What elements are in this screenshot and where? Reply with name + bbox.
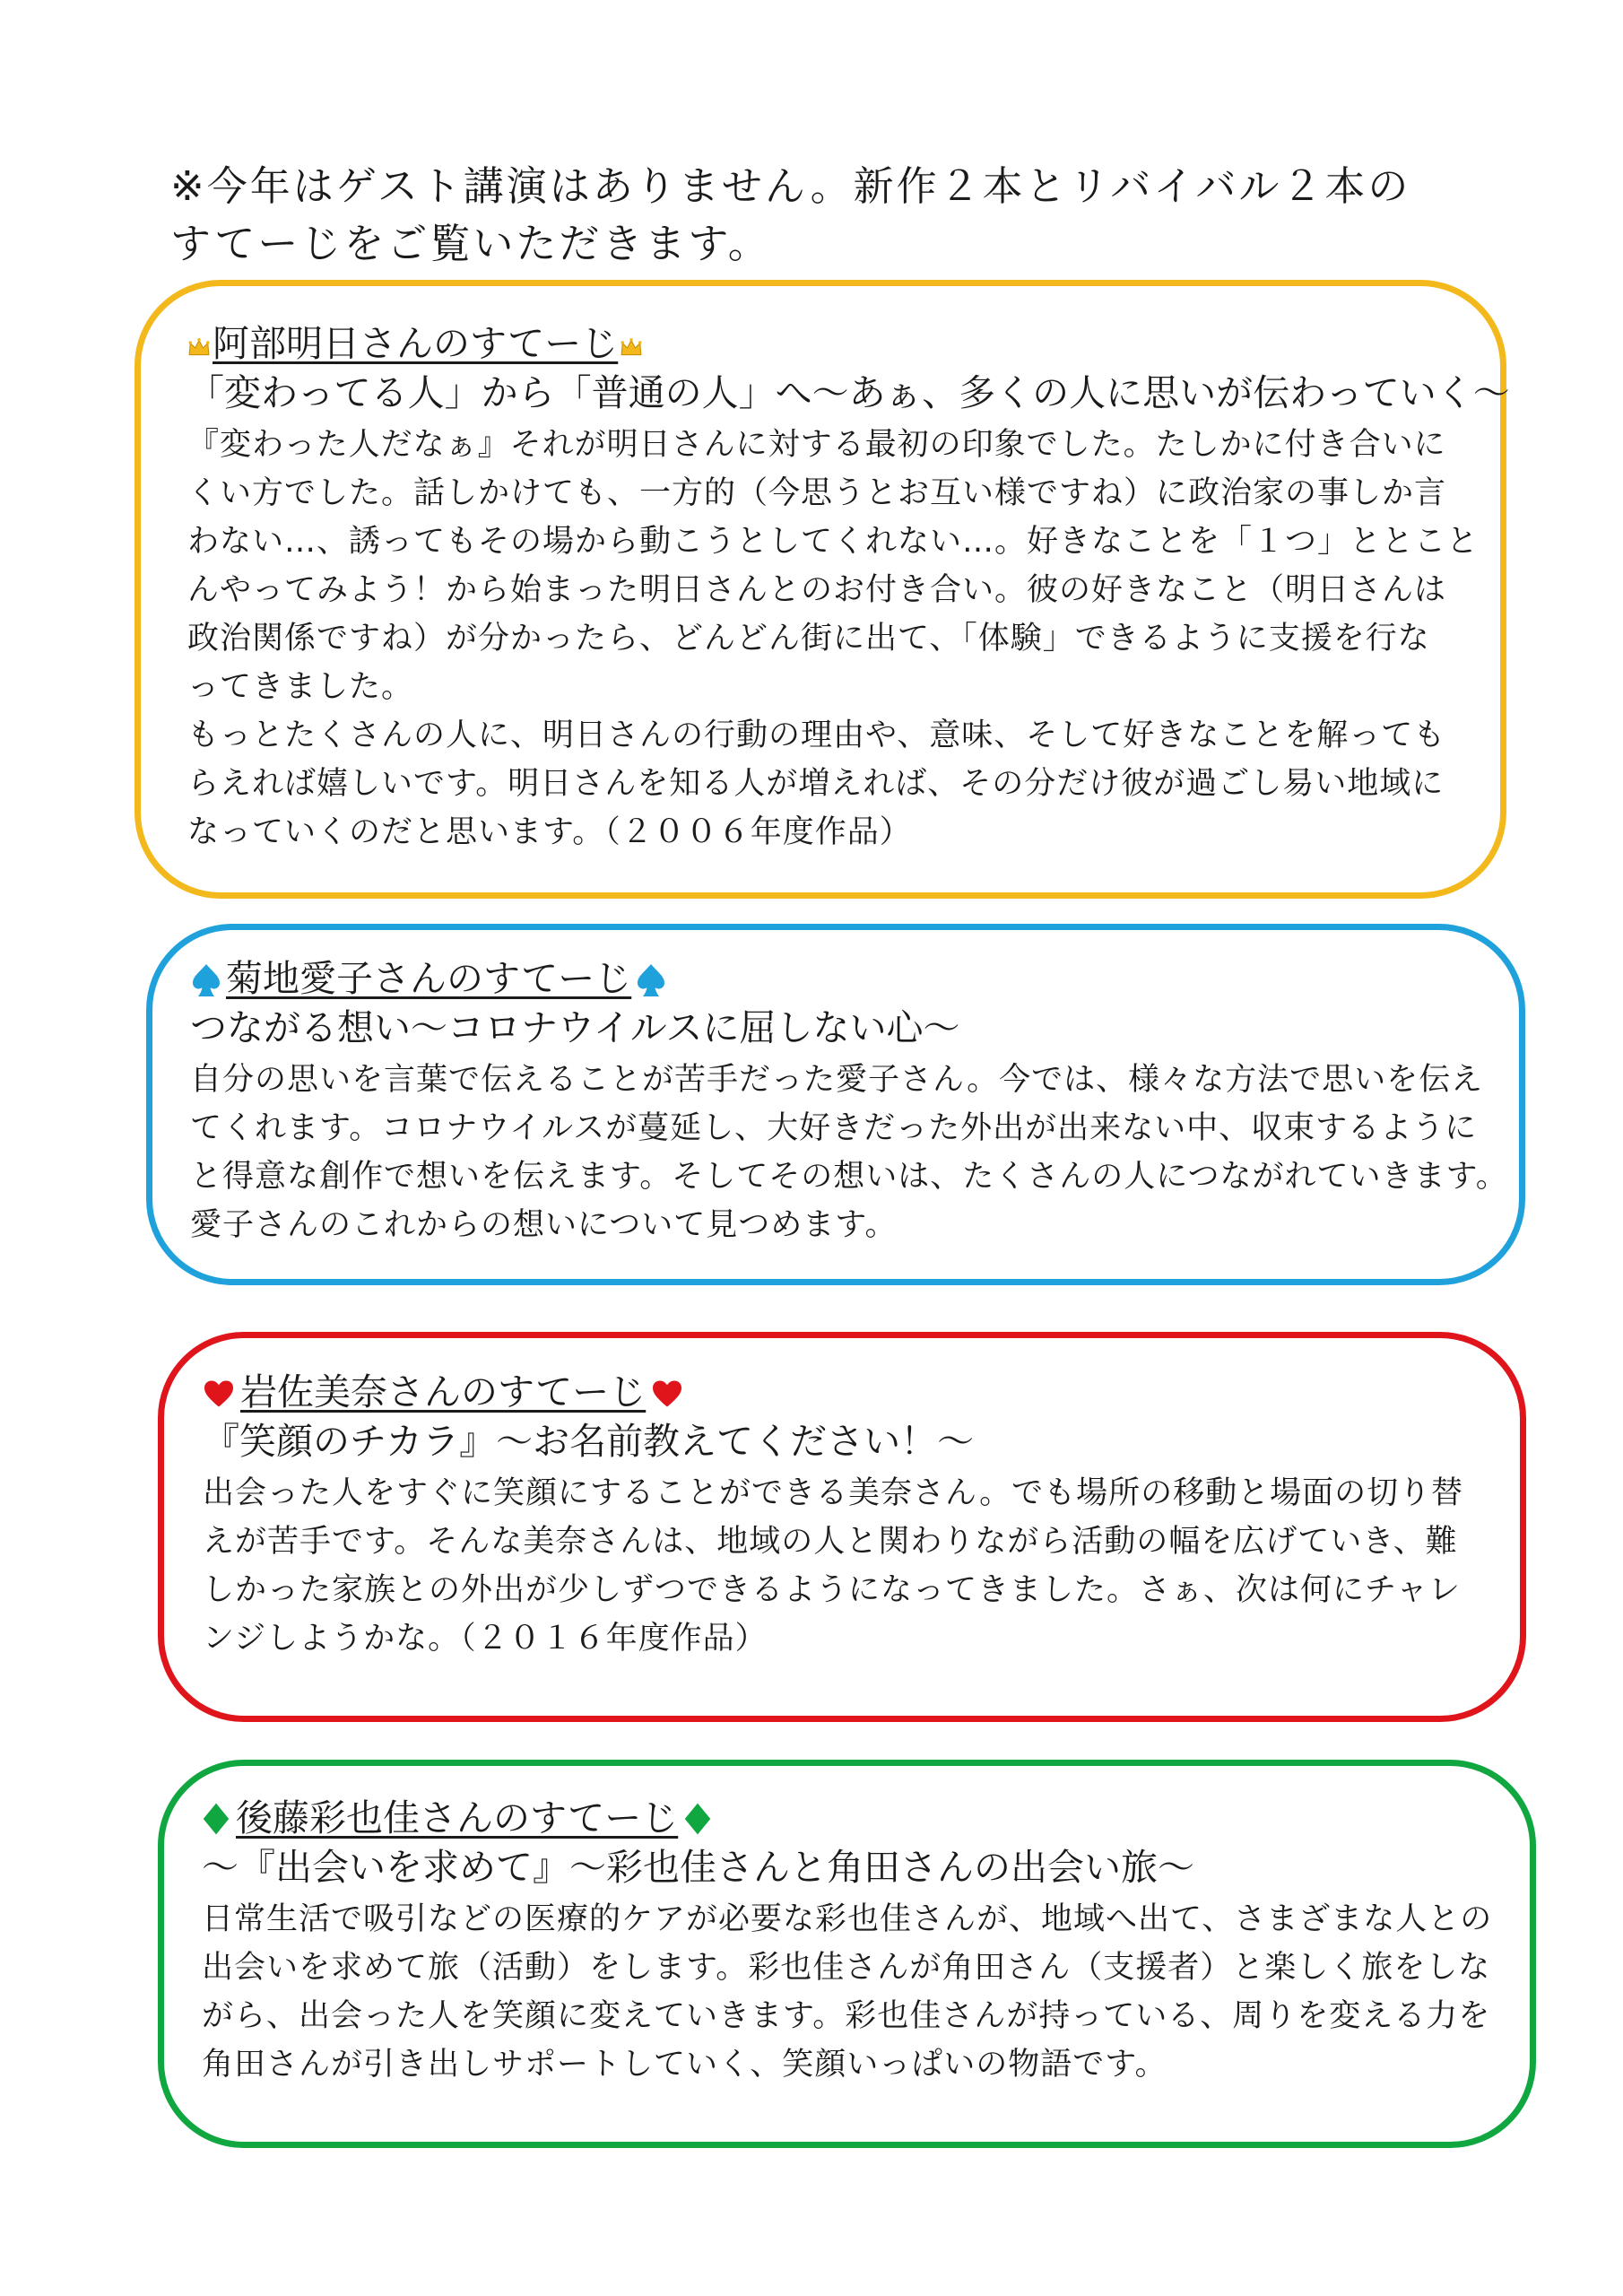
crown-icon <box>187 336 211 360</box>
card-title: 菊地愛子さんのすてーじ <box>226 957 632 1000</box>
body-line: しかった家族との外出が少しずつできるようになってきました。さぁ、次は何にチャレ <box>203 1572 1461 1608</box>
body-line: 『変わった人だなぁ』それが明日さんに対する最初の印象でした。たしかに付き合いに <box>187 427 1446 463</box>
card-body <box>190 1056 1508 1249</box>
heart-icon <box>651 1379 683 1408</box>
diamond-icon <box>202 1802 230 1836</box>
body-line: らえれば嬉しいです。明日さんを知る人が増えれば、その分だけ彼が過ごし易い地域に <box>187 766 1445 802</box>
spade-icon <box>635 962 667 998</box>
card-heading <box>203 1370 1463 1413</box>
card-body <box>187 421 1510 857</box>
body-line: なっていくのだと思います。（２００６年度作品） <box>187 814 912 850</box>
card-title: 阿部明日さんのすてーじ <box>213 322 619 365</box>
intro-line: ※今年はゲスト講演はありません。新作２本とリバイバル２本の <box>170 162 1411 210</box>
body-line: 自分の思いを言葉で伝えることが苦手だった愛子さん。今では、様々な方法で思いを伝え <box>190 1062 1484 1098</box>
card-title: 後藤彩也佳さんのすてーじ <box>236 1796 679 1839</box>
body-line: 愛子さんのこれからの想いについて見つめます。 <box>190 1207 898 1243</box>
stage-card-abe <box>135 280 1510 899</box>
spade-icon <box>190 962 222 998</box>
body-line: がら、出会った人を笑顔に変えていきます。彩也佳さんが持っている、周りを変える力を <box>202 1998 1491 2034</box>
body-line: ンジしようかな。（２０１６年度作品） <box>203 1621 768 1657</box>
body-line: もっとたくさんの人に、明日さんの行動の理由や、意味、そして好きなことを解っても <box>187 718 1446 753</box>
intro-line: すてーじをご覧いただきます。 <box>170 220 771 267</box>
card-body <box>202 1895 1492 2089</box>
stage-card-kikuchi <box>146 924 1525 1285</box>
card-title: 岩佐美奈さんのすてーじ <box>240 1370 647 1413</box>
body-line: えが苦手です。そんな美奈さんは、地域の人と関わりながら活動の幅を広げていき、難 <box>203 1524 1458 1560</box>
card-heading <box>202 1796 1492 1839</box>
heart-icon <box>203 1379 235 1408</box>
body-line: 政治関係ですね）が分かったら、どんどん街に出て、「体験」できるように支援を行な <box>187 621 1430 657</box>
stage-card-iwasa <box>158 1332 1526 1722</box>
body-line: 日常生活で吸引などの医療的ケアが必要な彩也佳さんが、地域へ出て、さまざまな人との <box>202 1901 1493 1937</box>
body-line: と得意な創作で想いを伝えます。そしてその想いは、たくさんの人につながれていきます。 <box>190 1159 1508 1195</box>
diamond-icon <box>683 1802 712 1836</box>
body-line: 角田さんが引き出しサポートしていく、笑顔いっぱいの物語です。 <box>202 2047 1167 2083</box>
intro-note <box>170 158 1497 273</box>
card-heading <box>190 957 1508 1000</box>
card-body <box>203 1469 1463 1663</box>
card-subtitle: つながる想い〜コロナウイルスに屈しない心〜 <box>190 1006 960 1049</box>
card-subtitle: 『笑顔のチカラ』〜お名前教えてください！〜 <box>203 1420 975 1463</box>
body-line: ってきました。 <box>187 669 414 705</box>
body-line: てくれます。コロナウイルスが蔓延し、大好きだった外出が出来ない中、収束するように <box>190 1110 1478 1146</box>
stage-card-goto <box>158 1760 1536 2148</box>
card-subtitle: 「変わってる人」から「普通の人」へ〜あぁ、多くの人に思いが伝わっていく〜 <box>187 371 1510 414</box>
body-line: わない…、誘ってもその場から動こうとしてくれない…。好きなことを「１つ」ととこと <box>187 524 1480 560</box>
body-line: 出会いを求めて旅（活動）をします。彩也佳さんが角田さん（支援者）と楽しく旅をしな <box>202 1950 1491 1986</box>
body-line: んやってみよう！から始まった明日さんとのお付き合い。彼の好きなこと（明日さんは <box>187 572 1447 608</box>
crown-icon <box>620 336 643 360</box>
card-heading <box>187 322 1510 365</box>
body-line: くい方でした。話しかけても、一方的（今思うとお互い様ですね）に政治家の事しか言 <box>187 475 1447 511</box>
body-line: 出会った人をすぐに笑顔にすることができる美奈さん。でも場所の移動と場面の切り替 <box>203 1475 1464 1511</box>
card-subtitle: 〜『出会いを求めて』〜彩也佳さんと角田さんの出会い旅〜 <box>202 1846 1194 1889</box>
